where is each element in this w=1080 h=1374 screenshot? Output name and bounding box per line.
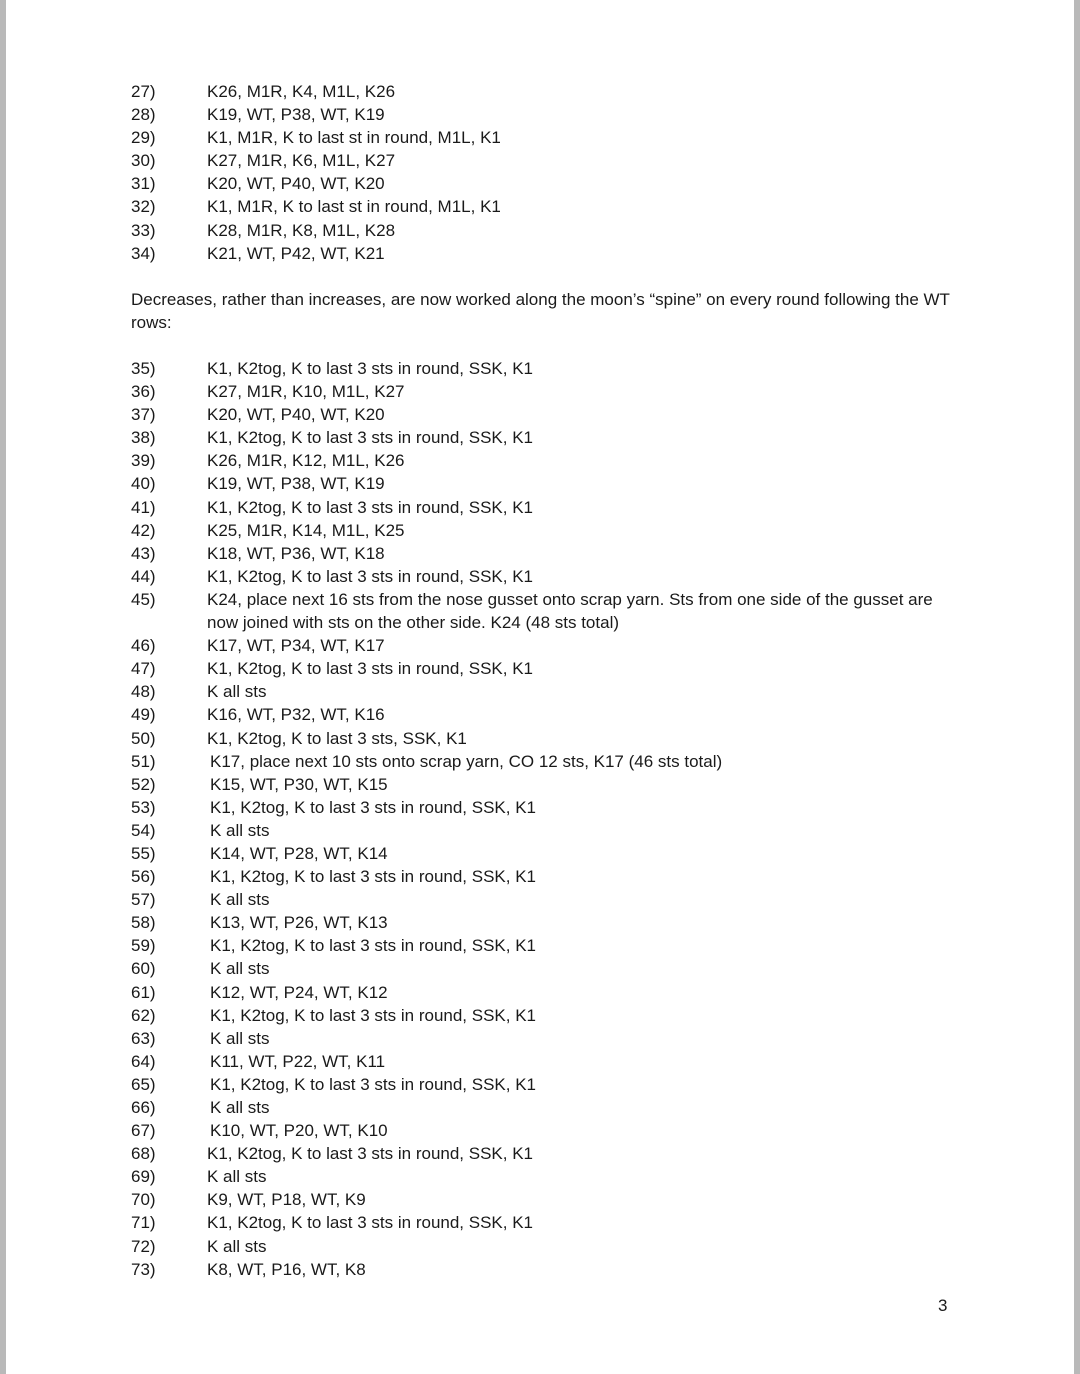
row-number: 42) bbox=[131, 520, 156, 540]
row-number: 40) bbox=[131, 474, 156, 494]
row-number: 63) bbox=[131, 1028, 156, 1048]
row-number: 30) bbox=[131, 151, 156, 171]
pattern-row bbox=[131, 819, 961, 842]
row-instruction: K26, M1R, K4, M1L, K26 bbox=[207, 82, 396, 101]
row-instruction: K1, K2tog, K to last 3 sts in round, SSK, K1 bbox=[210, 936, 537, 956]
decreases-note-paragraph: Decreases, rather than increases, are now worked along the moon’s “spine” on every round following the WT rows: bbox=[131, 290, 950, 333]
pattern-row bbox=[131, 888, 961, 911]
row-instruction: K1, M1R, K to last st in round, M1L, K1 bbox=[207, 197, 501, 217]
pattern-row bbox=[131, 242, 961, 265]
pattern-row bbox=[131, 1004, 961, 1027]
row-number: 66) bbox=[131, 1098, 156, 1117]
row-instruction: K18, WT, P36, WT, K18 bbox=[207, 543, 385, 563]
row-instruction: K21, WT, P42, WT, K21 bbox=[207, 243, 385, 263]
row-instruction: K1, K2tog, K to last 3 sts, SSK, K1 bbox=[207, 728, 467, 748]
pattern-row bbox=[131, 149, 961, 172]
row-number: 65) bbox=[131, 1074, 156, 1094]
pattern-rows-35-73 bbox=[131, 357, 961, 1281]
row-number: 70) bbox=[131, 1190, 156, 1210]
row-number: 49) bbox=[131, 705, 156, 725]
pattern-row bbox=[131, 1119, 961, 1142]
row-number: 46) bbox=[131, 636, 156, 656]
pattern-row bbox=[131, 1096, 961, 1119]
pattern-row bbox=[131, 842, 961, 865]
pattern-row bbox=[131, 1142, 961, 1165]
row-number: 72) bbox=[131, 1236, 156, 1256]
right-window-edge bbox=[1074, 0, 1080, 1374]
row-number: 57) bbox=[131, 890, 156, 910]
row-number: 33) bbox=[131, 220, 156, 240]
row-instruction: K1, K2tog, K to last 3 sts in round, SSK, K1 bbox=[210, 867, 537, 887]
row-number: 60) bbox=[131, 959, 156, 979]
pattern-row bbox=[131, 426, 961, 449]
row-number: 45) bbox=[131, 589, 156, 609]
row-instruction: K26, M1R, K12, M1L, K26 bbox=[207, 451, 405, 471]
pattern-row bbox=[131, 472, 961, 495]
row-instruction: K13, WT, P26, WT, K13 bbox=[210, 913, 388, 933]
row-instruction: K1, K2tog, K to last 3 sts in round, SSK, K1 bbox=[207, 1144, 534, 1164]
pattern-row bbox=[131, 934, 961, 957]
row-number: 44) bbox=[131, 566, 156, 586]
row-instruction: K all sts bbox=[210, 1098, 270, 1117]
pattern-rows-27-34 bbox=[131, 80, 961, 265]
row-instruction: K all sts bbox=[207, 1167, 267, 1187]
row-instruction: K all sts bbox=[207, 1236, 267, 1256]
row-number: 68) bbox=[131, 1144, 156, 1164]
row-instruction: K20, WT, P40, WT, K20 bbox=[207, 405, 385, 425]
pattern-row bbox=[131, 796, 961, 819]
pattern-row bbox=[131, 195, 961, 218]
row-number: 73) bbox=[131, 1259, 156, 1279]
row-instruction: K9, WT, P18, WT, K9 bbox=[207, 1190, 366, 1210]
row-instruction: K all sts bbox=[210, 959, 270, 979]
pattern-row bbox=[131, 727, 961, 750]
row-number: 55) bbox=[131, 843, 156, 863]
pattern-row bbox=[131, 1050, 961, 1073]
row-instruction: K all sts bbox=[210, 820, 270, 840]
row-instruction: K24, place next 16 sts from the nose gusset onto scrap yarn. Sts from one side of the gusset are now joined with sts on the other side. K24 (48 sts total) bbox=[207, 589, 933, 633]
pattern-row bbox=[131, 865, 961, 888]
row-instruction: K1, K2tog, K to last 3 sts in round, SSK, K1 bbox=[207, 359, 534, 378]
row-number: 58) bbox=[131, 913, 156, 933]
row-instruction: K27, M1R, K10, M1L, K27 bbox=[207, 382, 405, 402]
row-number: 35) bbox=[131, 359, 156, 378]
pattern-row bbox=[131, 103, 961, 126]
row-instruction: K1, K2tog, K to last 3 sts in round, SSK, K1 bbox=[207, 497, 534, 517]
pattern-row bbox=[131, 634, 961, 657]
row-number: 69) bbox=[131, 1167, 156, 1187]
row-number: 41) bbox=[131, 497, 156, 517]
row-instruction: K all sts bbox=[207, 682, 267, 702]
row-number: 47) bbox=[131, 659, 156, 679]
row-number: 53) bbox=[131, 797, 156, 817]
row-number: 36) bbox=[131, 382, 156, 402]
row-instruction: K1, K2tog, K to last 3 sts in round, SSK, K1 bbox=[210, 1005, 537, 1025]
row-number: 28) bbox=[131, 105, 156, 125]
pattern-row bbox=[131, 657, 961, 680]
row-instruction: K all sts bbox=[210, 1028, 270, 1048]
pattern-row bbox=[131, 773, 961, 796]
pattern-row bbox=[131, 703, 961, 726]
row-number: 64) bbox=[131, 1051, 156, 1071]
row-number: 34) bbox=[131, 243, 156, 263]
row-instruction: K1, K2tog, K to last 3 sts in round, SSK, K1 bbox=[207, 1213, 534, 1233]
row-instruction: K27, M1R, K6, M1L, K27 bbox=[207, 151, 396, 171]
row-instruction: K1, K2tog, K to last 3 sts in round, SSK, K1 bbox=[210, 1074, 537, 1094]
row-number: 67) bbox=[131, 1121, 156, 1141]
pattern-row bbox=[131, 1258, 961, 1281]
row-number: 43) bbox=[131, 543, 156, 563]
row-number: 48) bbox=[131, 682, 156, 702]
row-instruction: K1, K2tog, K to last 3 sts in round, SSK, K1 bbox=[207, 566, 534, 586]
row-instruction: K15, WT, P30, WT, K15 bbox=[210, 774, 388, 794]
row-instruction: K1, K2tog, K to last 3 sts in round, SSK, K1 bbox=[210, 797, 537, 817]
row-instruction: K28, M1R, K8, M1L, K28 bbox=[207, 220, 396, 240]
row-number: 59) bbox=[131, 936, 156, 956]
row-number: 31) bbox=[131, 174, 156, 194]
pattern-row bbox=[131, 80, 961, 103]
row-instruction: K8, WT, P16, WT, K8 bbox=[207, 1259, 366, 1279]
row-number: 62) bbox=[131, 1005, 156, 1025]
row-instruction: K12, WT, P24, WT, K12 bbox=[210, 982, 388, 1002]
pattern-row bbox=[131, 519, 961, 542]
row-instruction: K10, WT, P20, WT, K10 bbox=[210, 1121, 388, 1141]
pattern-row bbox=[131, 1188, 961, 1211]
row-instruction: K19, WT, P38, WT, K19 bbox=[207, 105, 385, 125]
row-number: 29) bbox=[131, 128, 156, 148]
pattern-row bbox=[131, 588, 961, 634]
pattern-row bbox=[131, 219, 961, 242]
row-number: 56) bbox=[131, 867, 156, 887]
pattern-row bbox=[131, 172, 961, 195]
row-number: 51) bbox=[131, 751, 156, 771]
pattern-row bbox=[131, 542, 961, 565]
pattern-row bbox=[131, 1073, 961, 1096]
row-instruction: K all sts bbox=[210, 890, 270, 910]
page-number: 3 bbox=[938, 1296, 948, 1315]
pattern-row bbox=[131, 1235, 961, 1258]
row-instruction: K20, WT, P40, WT, K20 bbox=[207, 174, 385, 194]
pattern-row bbox=[131, 981, 961, 1004]
pattern-row bbox=[131, 1165, 961, 1188]
row-instruction: K25, M1R, K14, M1L, K25 bbox=[207, 520, 405, 540]
pattern-row bbox=[131, 357, 961, 380]
row-number: 27) bbox=[131, 82, 156, 101]
row-instruction: K1, M1R, K to last st in round, M1L, K1 bbox=[207, 128, 501, 148]
pattern-row bbox=[131, 403, 961, 426]
row-instruction: K17, place next 10 sts onto scrap yarn, CO 12 sts, K17 (46 sts total) bbox=[210, 751, 723, 771]
row-instruction: K14, WT, P28, WT, K14 bbox=[210, 843, 388, 863]
pattern-row bbox=[131, 957, 961, 980]
pattern-row bbox=[131, 449, 961, 472]
row-number: 54) bbox=[131, 820, 156, 840]
pattern-row bbox=[131, 496, 961, 519]
row-number: 32) bbox=[131, 197, 156, 217]
row-number: 39) bbox=[131, 451, 156, 471]
row-number: 61) bbox=[131, 982, 156, 1002]
row-instruction: K1, K2tog, K to last 3 sts in round, SSK, K1 bbox=[207, 659, 534, 679]
pattern-row bbox=[131, 1211, 961, 1234]
row-number: 71) bbox=[131, 1213, 156, 1233]
row-instruction: K17, WT, P34, WT, K17 bbox=[207, 636, 385, 656]
row-instruction: K16, WT, P32, WT, K16 bbox=[207, 705, 385, 725]
row-instruction: K11, WT, P22, WT, K11 bbox=[210, 1051, 386, 1071]
pattern-row bbox=[131, 750, 961, 773]
row-instruction: K1, K2tog, K to last 3 sts in round, SSK, K1 bbox=[207, 428, 534, 448]
pattern-row bbox=[131, 126, 961, 149]
row-number: 52) bbox=[131, 774, 156, 794]
row-number: 50) bbox=[131, 728, 156, 748]
row-number: 38) bbox=[131, 428, 156, 448]
pattern-row bbox=[131, 565, 961, 588]
row-instruction: K19, WT, P38, WT, K19 bbox=[207, 474, 385, 494]
pattern-row bbox=[131, 680, 961, 703]
pattern-row bbox=[131, 1027, 961, 1050]
pattern-row bbox=[131, 380, 961, 403]
pattern-row bbox=[131, 911, 961, 934]
row-number: 37) bbox=[131, 405, 156, 425]
